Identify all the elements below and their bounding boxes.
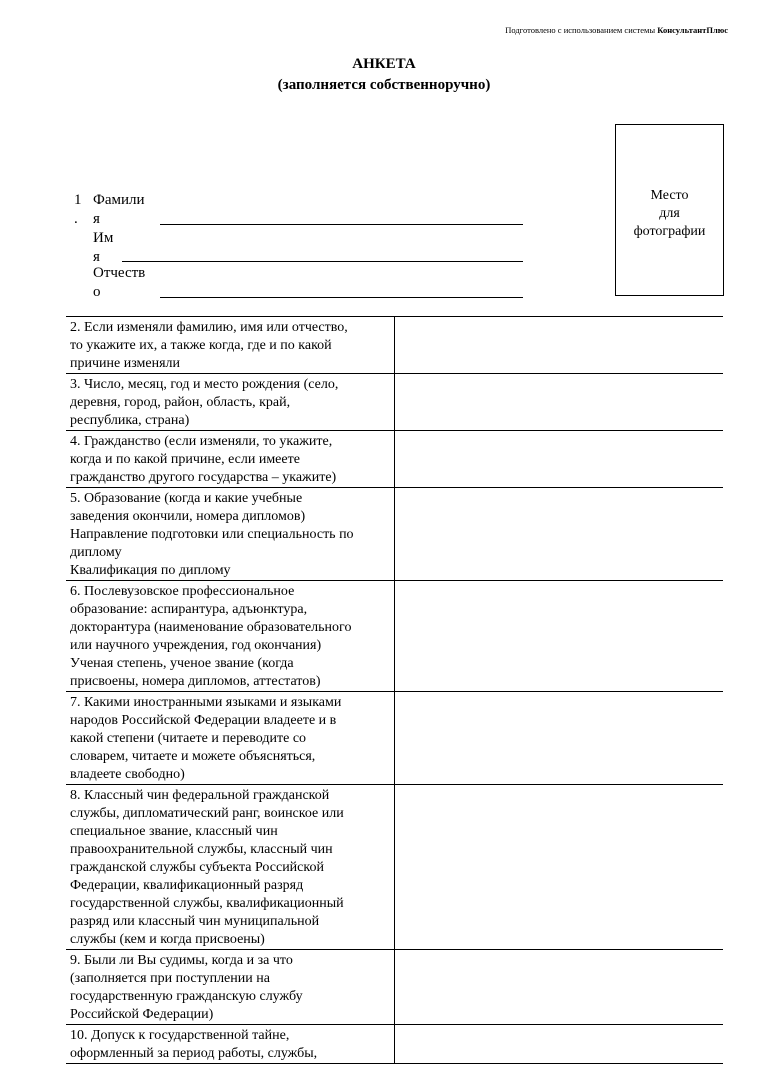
- question-line: Квалификация по диплому: [70, 563, 231, 578]
- question-text: [66, 431, 394, 488]
- question-row: [66, 317, 723, 374]
- question-line: Ученая степень, ученое звание (когда: [70, 656, 294, 671]
- question-line: заведения окончили, номера дипломов): [70, 509, 306, 524]
- question-line: гражданство другого государства – укажите): [70, 470, 337, 485]
- question-row: [66, 785, 723, 950]
- question-line: докторантура (наименование образовательного: [70, 620, 352, 635]
- item-number-dot: .: [74, 211, 78, 227]
- question-line: (заполняется при поступлении на: [70, 971, 270, 986]
- question-line: разряд или классный чин муниципальной: [70, 914, 320, 929]
- question-text: [66, 317, 394, 374]
- question-line: Российской Федерации): [70, 1007, 214, 1022]
- item-number: 1: [74, 192, 82, 208]
- question-line: 2. Если изменяли фамилию, имя или отчество,: [70, 320, 348, 335]
- answer-cell[interactable]: [394, 374, 723, 431]
- question-line: 5. Образование (когда и какие учебные: [70, 491, 303, 506]
- photo-label-line: Место: [650, 188, 689, 203]
- answer-cell[interactable]: [394, 692, 723, 785]
- question-line: когда и по какой причине, если имеете: [70, 452, 300, 467]
- question-row: [66, 1025, 723, 1064]
- question-line: службы, дипломатический ранг, воинское или: [70, 806, 344, 821]
- question-text: [66, 581, 394, 692]
- answer-cell[interactable]: [394, 317, 723, 374]
- question-line: специальное звание, классный чин: [70, 824, 278, 839]
- question-line: 10. Допуск к государственной тайне,: [70, 1028, 290, 1043]
- answer-cell[interactable]: [394, 1025, 723, 1064]
- form-subtitle: (заполняется собственноручно): [277, 77, 491, 93]
- answer-cell[interactable]: [394, 950, 723, 1025]
- question-line: службы (кем и когда присвоены): [70, 932, 265, 947]
- source-note-prefix: Подготовлено с использованием системы: [505, 25, 656, 35]
- question-line: оформленный за период работы, службы,: [70, 1046, 318, 1061]
- question-line: словарем, читаете и можете объясняться,: [70, 749, 316, 764]
- question-line: какой степени (читаете и переводите со: [70, 731, 307, 746]
- question-line: диплому: [70, 545, 122, 560]
- question-line: 7. Какими иностранными языками и языками: [70, 695, 342, 710]
- question-text: [66, 374, 394, 431]
- question-text: [66, 488, 394, 581]
- question-line: владеете свободно): [70, 767, 185, 782]
- question-row: [66, 488, 723, 581]
- questionnaire-table: [66, 316, 723, 1064]
- name-field[interactable]: [122, 261, 523, 262]
- answer-cell[interactable]: [394, 488, 723, 581]
- answer-cell[interactable]: [394, 431, 723, 488]
- question-text: [66, 785, 394, 950]
- question-line: Федерации, квалификационный разряд: [70, 878, 304, 893]
- name-label: Им: [93, 230, 114, 246]
- patronymic-field[interactable]: [160, 297, 523, 298]
- question-text: [66, 692, 394, 785]
- question-row: [66, 581, 723, 692]
- question-text: [66, 950, 394, 1025]
- question-line: республика, страна): [70, 413, 190, 428]
- question-line: 4. Гражданство (если изменяли, то укажите,: [70, 434, 333, 449]
- question-line: деревня, город, район, область, край,: [70, 395, 291, 410]
- patronymic-label: Отчеств: [93, 265, 146, 281]
- question-line: присвоены, номера дипломов, аттестатов): [70, 674, 321, 689]
- photo-placeholder: [615, 124, 724, 296]
- question-line: причине изменяли: [70, 356, 181, 371]
- question-line: народов Российской Федерации владеете и в: [70, 713, 337, 728]
- question-row: [66, 374, 723, 431]
- photo-label-line: фотографии: [633, 224, 706, 239]
- surname-label-cont: я: [93, 211, 100, 227]
- name-label-cont: я: [93, 249, 100, 265]
- question-line: государственной службы, квалификационный: [70, 896, 344, 911]
- form-title: АНКЕТА: [352, 56, 416, 72]
- answer-cell[interactable]: [394, 785, 723, 950]
- question-line: то укажите их, а также когда, где и по какой: [70, 338, 332, 353]
- patronymic-label-cont: о: [93, 284, 101, 300]
- question-row: [66, 692, 723, 785]
- source-note: [505, 25, 728, 35]
- question-row: [66, 431, 723, 488]
- surname-field[interactable]: [160, 224, 523, 225]
- question-line: 9. Были ли Вы судимы, когда и за что: [70, 953, 293, 968]
- photo-label-line: для: [659, 206, 680, 221]
- question-text: [66, 1025, 394, 1064]
- question-line: образование: аспирантура, адъюнктура,: [70, 602, 308, 617]
- question-line: 6. Послевузовское профессиональное: [70, 584, 295, 599]
- question-row: [66, 950, 723, 1025]
- question-line: 8. Классный чин федеральной гражданской: [70, 788, 330, 803]
- surname-label: Фамили: [93, 192, 145, 208]
- question-line: 3. Число, месяц, год и место рождения (село,: [70, 377, 339, 392]
- source-note-brand: КонсультантПлюс: [657, 25, 728, 35]
- question-line: гражданской службы субъекта Российской: [70, 860, 324, 875]
- answer-cell[interactable]: [394, 581, 723, 692]
- question-line: правоохранительной службы, классный чин: [70, 842, 333, 857]
- question-line: Направление подготовки или специальность по: [70, 527, 354, 542]
- question-line: или научного учреждения, год окончания): [70, 638, 322, 653]
- question-line: государственную гражданскую службу: [70, 989, 303, 1004]
